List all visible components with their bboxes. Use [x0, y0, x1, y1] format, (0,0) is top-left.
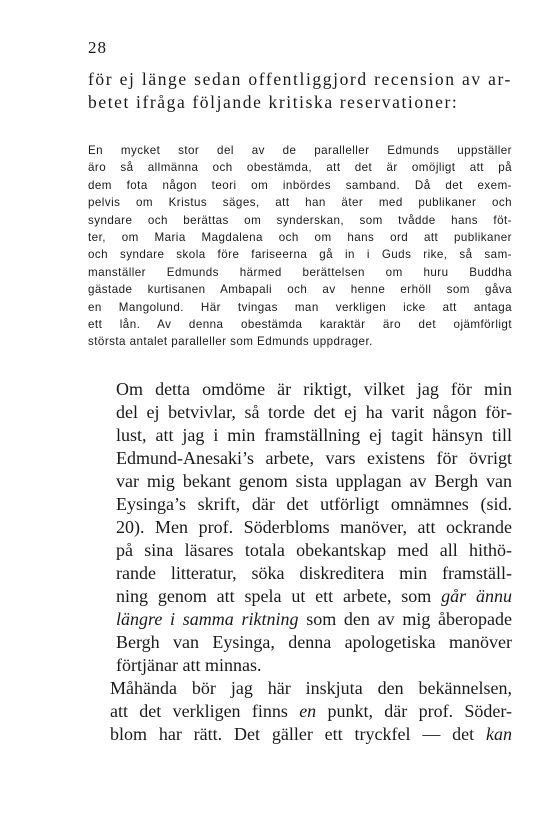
page-number: 28	[88, 38, 107, 57]
quote-line: gästade kurtisanen Ambapali och av henne erhöll som gåva	[88, 283, 512, 297]
quote-line: En mycket stor del av de paralleller Edmunds uppställer	[88, 144, 512, 157]
emphasis: längre i samma riktning	[116, 609, 299, 629]
body-line	[88, 700, 512, 723]
body-line: på sina läsares totala obekantskap med all hithö-	[116, 540, 512, 560]
emphasis: en	[299, 701, 317, 721]
body-line: var mig bekant genom sista upplagan av Bergh van	[116, 471, 512, 491]
body-line: 20). Men prof. Söderbloms manöver, att ockrande	[116, 517, 512, 537]
body-line: Om detta omdöme är riktigt, vilket jag för min	[116, 379, 512, 399]
body-line: rande litteratur, söka diskreditera min framställ-	[116, 563, 512, 583]
quote-line: dem fota någon teori om inbördes samband. Då det exem-	[88, 178, 512, 192]
body-line: Måhända bör jag här inskjuta den bekännelsen,	[110, 678, 512, 698]
block-quote	[88, 142, 512, 351]
quote-line: syndare och berättas om synderskan, som tvådde hans föt-	[88, 213, 512, 227]
quote-line: och syndare skola före fariseerna gå in i Guds rike, så sam-	[88, 248, 512, 262]
body-text-run: att det verkligen finns	[110, 701, 288, 721]
body-line	[88, 723, 512, 746]
paragraph	[88, 677, 512, 746]
body-line	[88, 585, 512, 608]
paragraph	[88, 378, 512, 677]
body-line: del ej betvivlar, så torde det ej ha varit någon för-	[116, 402, 512, 422]
body-line: Edmund-Anesaki’s arbete, vars existens för övrigt	[116, 448, 512, 468]
emphasis: går ännu	[441, 586, 512, 606]
quote-line: en Mangolund. Här tvingas man verkligen icke att antaga	[88, 300, 512, 314]
lead-line: betet ifråga följande kritiska reservationer:	[88, 92, 459, 112]
body-line: Bergh van Eysinga, denna apologetiska manöver	[116, 632, 512, 652]
body-line: Eysinga’s skrift, där det utförligt omnämnes (sid.	[116, 494, 512, 514]
body-text-run: blom har rätt. Det gäller ett tryckfel — det	[110, 724, 475, 744]
quote-line: ter, om Maria Magdalena och om hans ord att publikaner	[88, 231, 512, 245]
quote-line: äro så allmänna och obestämda, att det är omöjligt att på	[88, 161, 512, 175]
quote-line: största antalet paralleller som Edmunds uppdrager.	[88, 335, 373, 349]
body-line: lust, att jag i min framställning ej tagit hänsyn till	[116, 425, 512, 445]
body-text-run: ning genom att spela ut ett arbete, som	[116, 586, 432, 606]
quote-line: ett lån. Av denna obestämda karaktär äro det ojämförligt	[88, 318, 512, 332]
body-text-run: punkt, där prof. Söder-	[327, 701, 513, 721]
lead-text	[88, 68, 512, 114]
lead-line: för ej länge sedan offentliggjord recension av ar-	[88, 69, 512, 89]
body-line: förtjänar att minnas.	[116, 655, 262, 675]
quote-line: manställer Edmunds härmed berättelsen om huru Buddha	[88, 265, 512, 279]
body-line	[88, 608, 512, 631]
quote-line: pelvis om Kristus säges, att han äter med publikaner och	[88, 196, 512, 210]
emphasis: kan	[486, 724, 513, 744]
body-text	[88, 378, 512, 746]
body-text-run: som den av mig åberopade	[306, 609, 513, 629]
